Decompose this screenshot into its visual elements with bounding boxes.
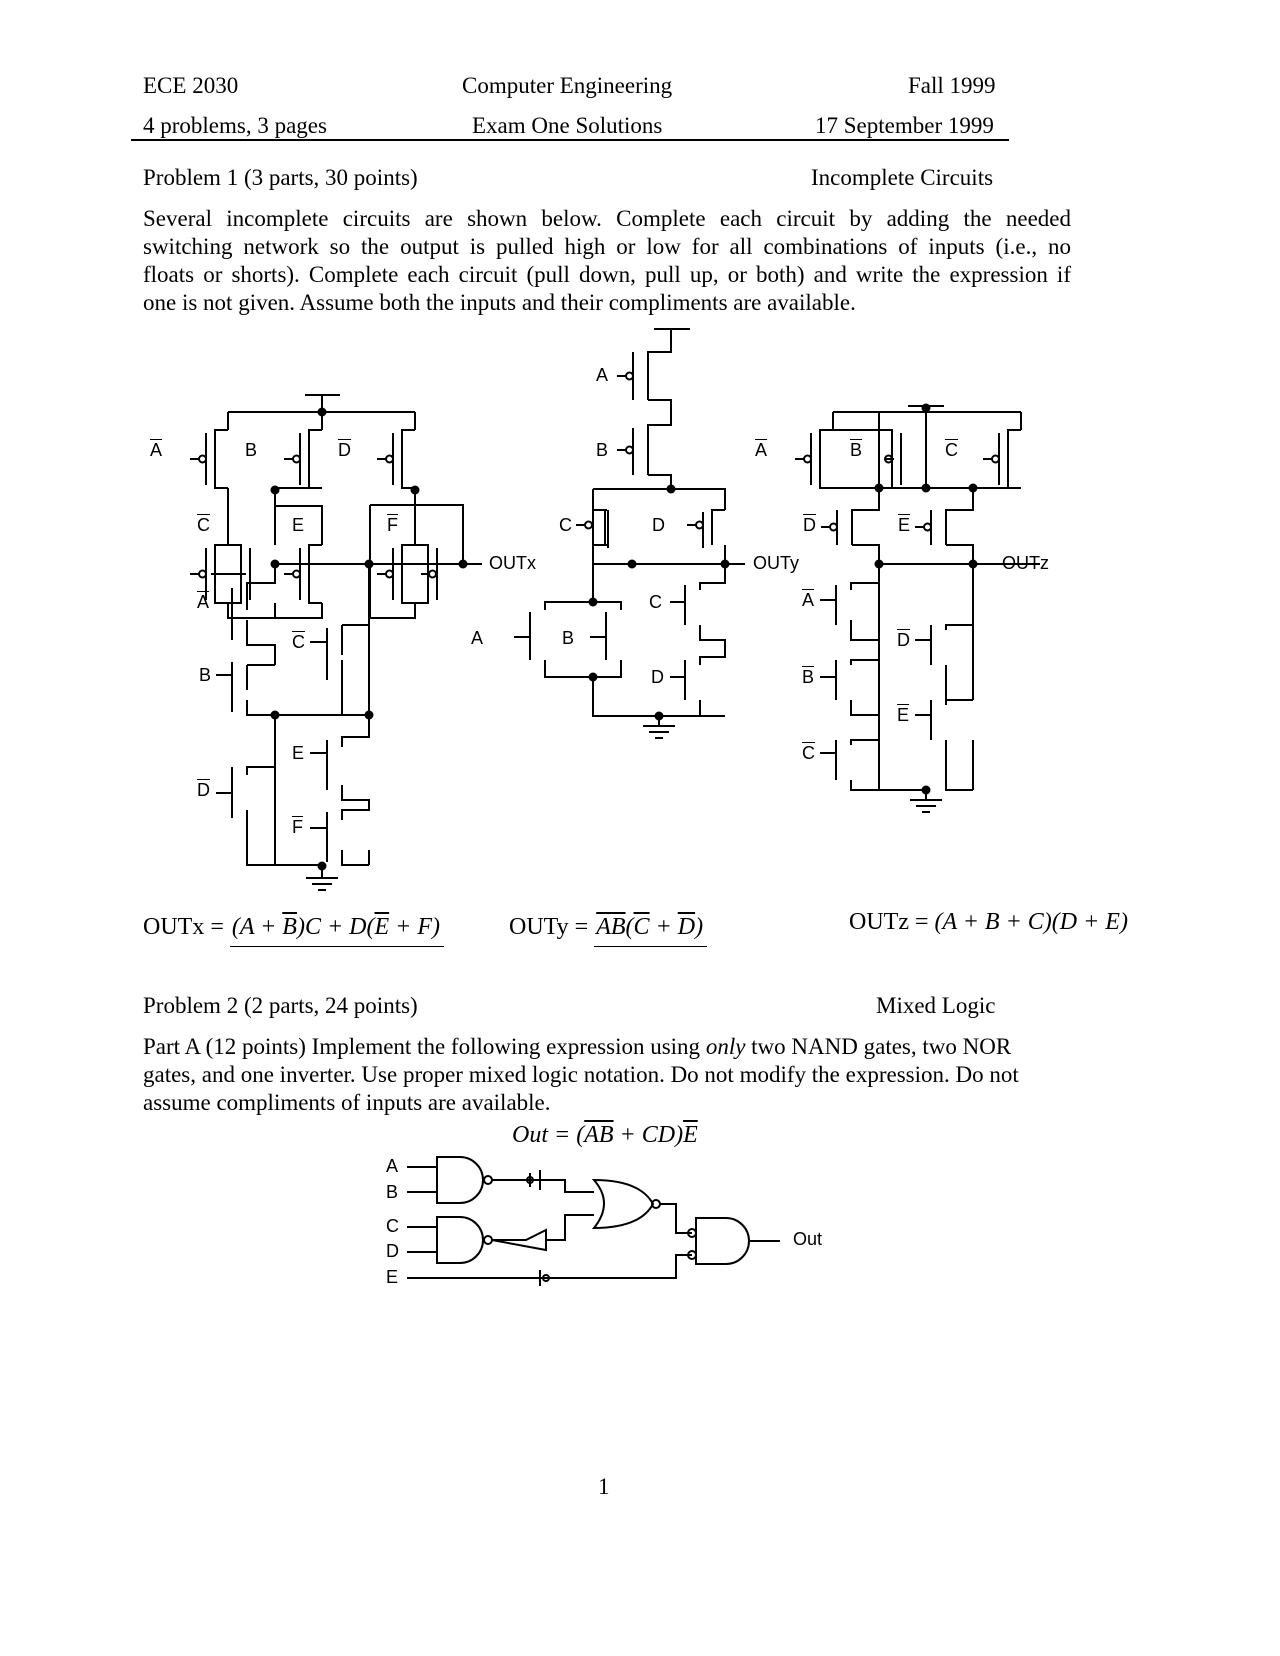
- outy-answer: [509, 914, 707, 941]
- label-d: D: [651, 667, 664, 687]
- label-c: C: [649, 592, 662, 612]
- exam-title: Exam One Solutions: [472, 113, 663, 138]
- outx-answer-label: OUTx =: [143, 914, 224, 940]
- label-a: A: [471, 628, 484, 648]
- label-b: B: [596, 440, 609, 460]
- label-fbar: $\overline{F}$: [387, 515, 398, 535]
- label-b: B: [245, 440, 258, 460]
- circuit-outy: [514, 329, 745, 738]
- parta-text: Part A (12 points) Implement the following expression using: [143, 1034, 706, 1059]
- label-abar: $\overline{A}$: [755, 440, 768, 460]
- target-expression: Out = $(\overline{AB} + CD)\overline{E}$: [512, 1122, 698, 1148]
- label-abar: $\overline{A}$: [150, 440, 163, 460]
- label-e: E: [292, 743, 305, 763]
- label-dbar: $\overline{D}$: [197, 780, 210, 800]
- expression-lhs: Out =: [512, 1122, 577, 1148]
- outy-answer-label: OUTy =: [509, 914, 589, 940]
- gate-output-label: Out: [793, 1229, 823, 1249]
- exam-date: 17 September 1999: [815, 113, 994, 138]
- problem2-parta-line: gates, and one inverter. Use proper mixed logic notation. Do not modify the expression. Do not: [143, 1062, 1019, 1087]
- problem1-heading: Problem 1 (3 parts, 30 points): [143, 165, 418, 190]
- problem2-topic: Mixed Logic: [876, 993, 996, 1018]
- parta-emphasis: only: [705, 1034, 746, 1059]
- outz-label: OUTz: [1002, 553, 1049, 573]
- problem2-heading: Problem 2 (2 parts, 24 points): [143, 993, 418, 1018]
- label-b: B: [562, 628, 575, 648]
- gate-input-c: C: [386, 1216, 399, 1236]
- outz-answer: [849, 909, 1128, 936]
- label-bbar: $\overline{B}$: [802, 667, 815, 687]
- label-dbar: $\overline{D}$: [897, 630, 910, 650]
- label-fbar: $\overline{F}$: [292, 817, 303, 837]
- parta-text: two NAND gates, two NOR: [745, 1034, 1012, 1059]
- label-dbar: $\overline{D}$: [338, 440, 351, 460]
- circuit-outx: [190, 395, 482, 890]
- page-number: 1: [598, 1474, 610, 1499]
- department: Computer Engineering: [462, 73, 673, 98]
- label-a: A: [596, 365, 609, 385]
- gate-input-b: B: [386, 1182, 399, 1202]
- gate-diagram: [407, 1157, 780, 1286]
- gate-input-a: A: [386, 1156, 399, 1176]
- label-dbar: $\overline{D}$: [803, 515, 816, 535]
- label-b: B: [199, 665, 212, 685]
- problem1-body-line: one is not given. Assume both the inputs and their compliments are available.: [143, 290, 856, 315]
- label-cbar: $\overline{C}$: [197, 515, 210, 535]
- outx-expression: $(A + \overline{B})C + D(\overline{E} + F)$: [230, 914, 444, 947]
- label-cbar: $\overline{C}$: [292, 632, 305, 652]
- label-c: C: [559, 515, 572, 535]
- problem2-parta-line: assume compliments of inputs are available.: [143, 1090, 551, 1115]
- label-ebar: $\overline{E}$: [898, 515, 911, 535]
- course-code: ECE 2030: [143, 73, 239, 98]
- label-cbar: $\overline{C}$: [945, 440, 958, 460]
- problem1-topic: Incomplete Circuits: [811, 165, 994, 190]
- outx-answer: [143, 914, 444, 941]
- outy-label: OUTy: [753, 553, 800, 573]
- gate-input-e: E: [386, 1267, 399, 1287]
- outx-label: OUTx: [489, 553, 536, 573]
- problem1-body-line: floats or shorts). Complete each circuit (pull down, pull up, or both) and write the expression if: [143, 262, 1071, 287]
- gate-input-d: D: [386, 1241, 399, 1261]
- label-ebar: $\overline{E}$: [897, 705, 910, 725]
- term: Fall 1999: [908, 73, 996, 98]
- outz-answer-label: OUTz =: [849, 909, 929, 935]
- circuit-outz: [795, 404, 1040, 813]
- problem1-body-line: switching network so the output is pulled high or low for all combinations of inputs (i.e., no: [143, 234, 1071, 259]
- page-count: 4 problems, 3 pages: [143, 113, 327, 138]
- label-e: E: [292, 515, 305, 535]
- label-abar: $\overline{A}$: [802, 590, 815, 610]
- problem2-parta-line: [143, 1033, 1063, 1061]
- label-bbar: $\overline{B}$: [850, 440, 863, 460]
- outy-expression: $\overline{AB}(\overline{C} + \overline{D})$: [594, 914, 707, 947]
- problem1-body-line: Several incomplete circuits are shown below. Complete each circuit by adding the needed: [143, 206, 1071, 231]
- problem2-parta: [143, 1033, 1063, 1117]
- label-cbar: $\overline{C}$: [802, 743, 815, 763]
- label-d: D: [652, 515, 665, 535]
- label-abar: $\overline{A}$: [197, 592, 210, 612]
- outz-expression: (A + B + C)(D + E): [934, 909, 1128, 935]
